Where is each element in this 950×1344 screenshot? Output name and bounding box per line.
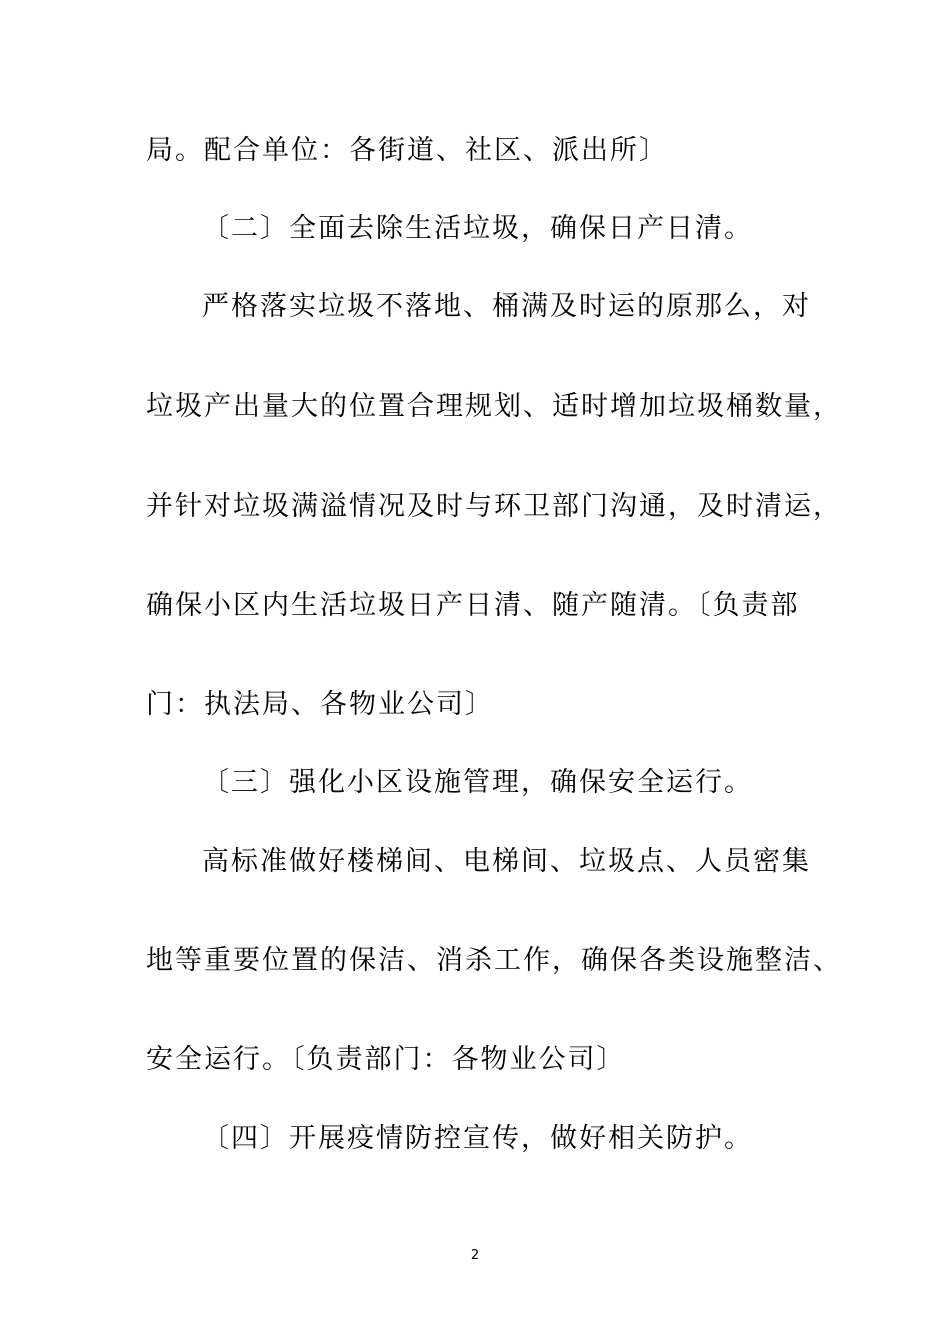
page-number: 2 (470, 1248, 480, 1263)
text-line-4: 垃圾产出量大的位置合理规划、适时增加垃圾桶数量， (146, 391, 842, 422)
text-line-11: 安全运行。〔负责部门：各物业公司〕 (146, 1044, 626, 1075)
section-heading-3: 〔三〕强化小区设施管理，确保安全运行。 (202, 767, 753, 798)
section-heading-4: 〔四〕开展疫情防控宣传，做好相关防护。 (202, 1123, 753, 1154)
section-heading-2: 〔二〕全面去除生活垃圾，确保日产日清。 (202, 213, 753, 244)
text-line-7: 门：执法局、各物业公司〕 (146, 689, 494, 720)
text-line-6: 确保小区内生活垃圾日产日清、随产随清。〔负责部 (146, 590, 800, 621)
text-line-5: 并针对垃圾满溢情况及时与环卫部门沟通，及时清运， (146, 491, 842, 522)
text-line-9: 高标准做好楼梯间、电梯间、垃圾点、人员密集 (202, 846, 811, 877)
text-line-1: 局。配合单位：各街道、社区、派出所〕 (146, 135, 668, 166)
text-line-10: 地等重要位置的保洁、消杀工作，确保各类设施整洁、 (146, 945, 842, 976)
text-line-3: 严格落实垃圾不落地、桶满及时运的原那么，对 (202, 291, 811, 322)
